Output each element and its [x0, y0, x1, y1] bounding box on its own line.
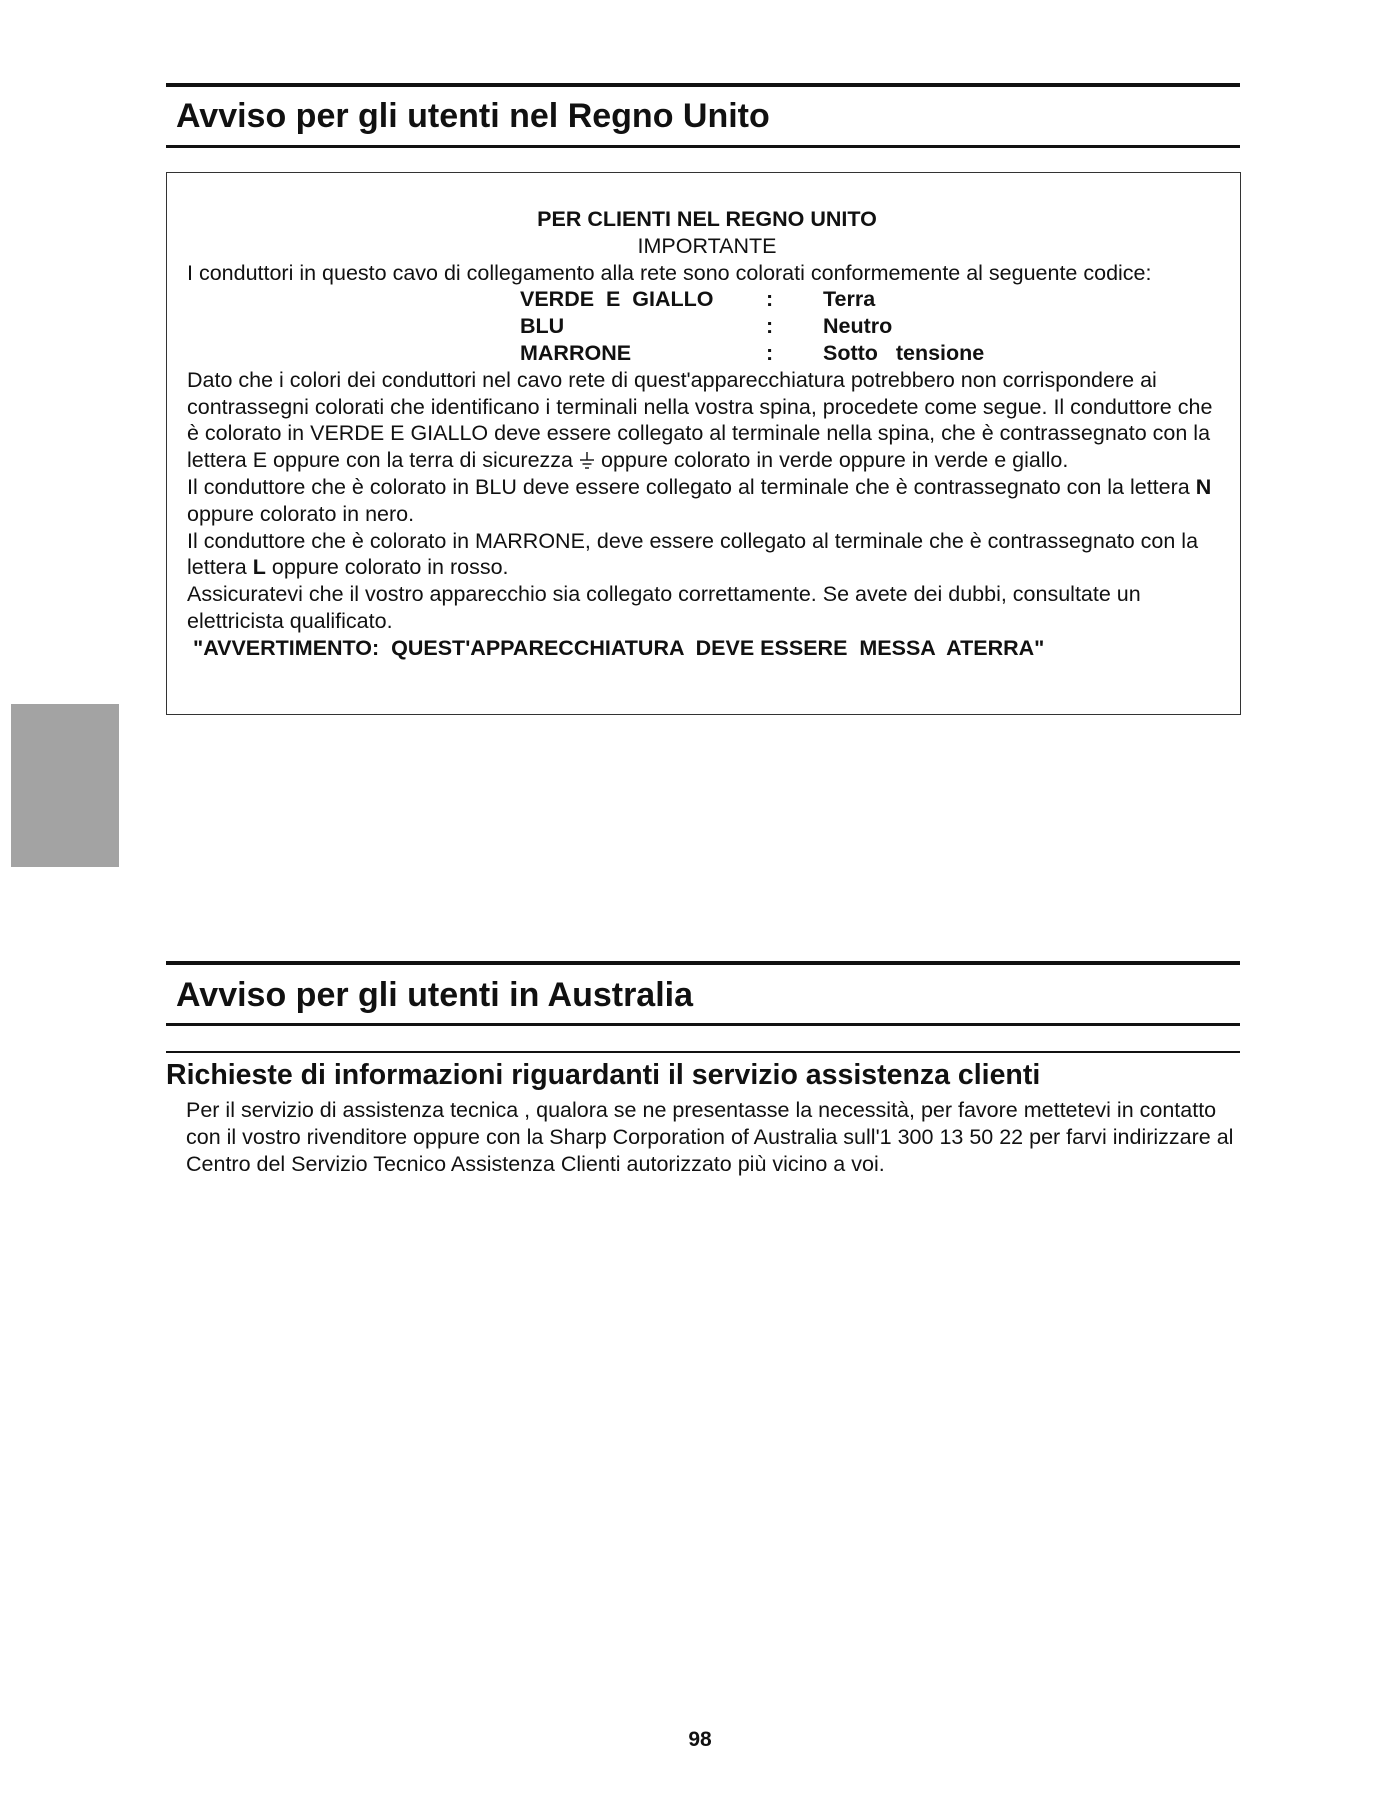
terminal-letter-l: L	[252, 555, 266, 580]
paragraph-text: Il conduttore che è colorato in BLU deve essere collegato al terminale che è contrassegnato con la lettera	[187, 474, 1190, 499]
au-subsection-title: Richieste di informazioni riguardanti il servizio assistenza clienti	[166, 1059, 1041, 1091]
paragraph-text: oppure colorato in verde oppure in verde e giallo.	[600, 448, 1069, 473]
page-number: 98	[688, 1728, 712, 1751]
code-color: BLU	[520, 314, 565, 339]
notice-intro: I conduttori in questo cavo di collegamento alla rete sono colorati conformemente al seguente codice:	[187, 260, 1152, 285]
code-separator: :	[766, 287, 774, 312]
au-body-text: Per il servizio di assistenza tecnica , qualora se ne presentasse la necessità, per favore mettetevi in contatto con il vostro rivenditore oppure con la Sharp Corporation of Australia sull'1 300 13 50 22 per farvi indirizzare al Centro del Servizio Tecnico Assistenza Clienti autorizzato più vicino a voi.	[186, 1098, 1234, 1177]
code-separator: :	[766, 340, 774, 365]
notice-paragraph-brown	[187, 528, 1227, 582]
code-color: VERDE E GIALLO	[520, 287, 714, 312]
code-color: MARRONE	[520, 340, 632, 365]
notice-warning: "AVVERTIMENTO: QUEST'APPARECCHIATURA DEVE ESSERE MESSA ATERRA"	[193, 635, 1045, 660]
paragraph-text: oppure colorato in nero.	[187, 501, 415, 526]
side-index-tab	[11, 704, 119, 867]
paragraph-text: oppure colorato in rosso.	[271, 555, 509, 580]
uk-section-header	[166, 83, 1240, 148]
uk-notice-content	[187, 206, 1227, 662]
notice-paragraph-blue	[187, 474, 1227, 528]
au-section-title: Avviso per gli utenti in Australia	[176, 976, 694, 1014]
code-meaning: Neutro	[823, 314, 893, 339]
ground-symbol-icon	[579, 451, 595, 471]
uk-section-title: Avviso per gli utenti nel Regno Unito	[176, 97, 770, 135]
notice-heading: PER CLIENTI NEL REGNO UNITO	[537, 207, 877, 231]
notice-subheading: IMPORTANTE	[637, 233, 777, 258]
terminal-letter-n: N	[1195, 474, 1212, 499]
code-row-blue	[187, 313, 1227, 340]
uk-notice-box	[166, 172, 1241, 715]
code-row-green-yellow	[187, 286, 1227, 313]
notice-paragraph-check: Assicuratevi che il vostro apparecchio sia collegato correttamente. Se avete dei dubbi, consultate un elettricista qualificato.	[187, 582, 1141, 633]
notice-paragraph-green-yellow	[187, 367, 1227, 474]
code-row-brown	[187, 340, 1227, 367]
subsection-divider	[166, 1051, 1240, 1053]
paragraph-text: Dato che i colori dei conduttori nel cavo rete di quest'apparecchiatura potrebbero non corrispondere ai contrassegni colorati che identificano i terminali nella vostra spina, procedete come segue. Il conduttore che è colorato in VERDE E GIALLO deve essere collegato al terminale nella spina, che è contrassegnato con la lettera E oppure con la terra di sicurezza	[187, 367, 1213, 473]
code-separator: :	[766, 314, 774, 339]
paragraph-text: Il conduttore che è colorato in MARRONE, deve essere collegato al terminale che è contrassegnato con la lettera	[187, 528, 1199, 580]
code-meaning: Terra	[823, 287, 876, 312]
code-meaning: Sotto tensione	[823, 340, 985, 365]
au-section-header	[166, 961, 1240, 1026]
